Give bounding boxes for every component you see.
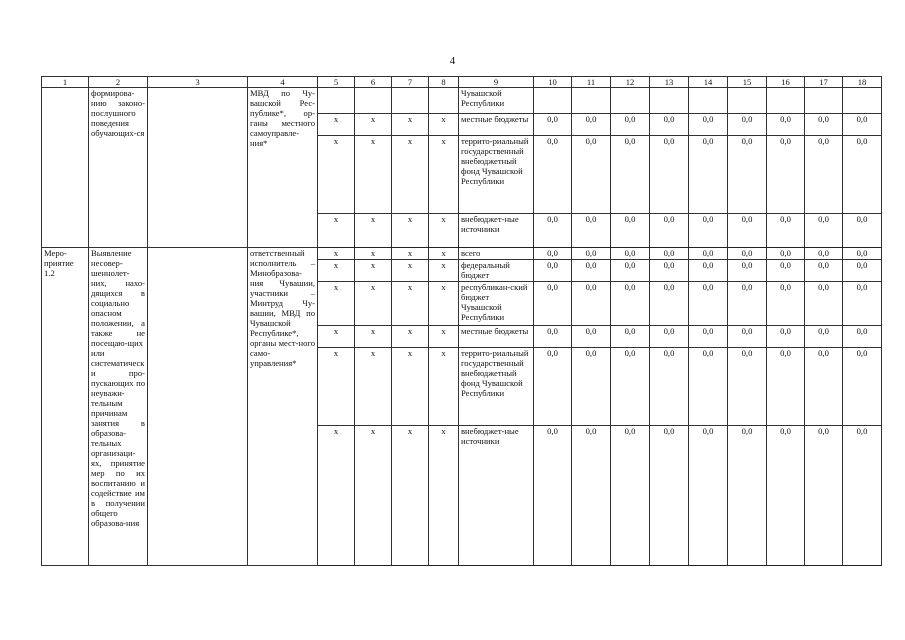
empty-cell — [148, 248, 248, 566]
funding-source: всего — [459, 248, 534, 260]
value-cell: 0,0 — [689, 214, 728, 248]
value-cell: 0,0 — [689, 326, 728, 348]
value-cell: 0,0 — [805, 248, 843, 260]
funding-source: местные бюджеты — [459, 326, 534, 348]
value-cell: 0,0 — [611, 426, 650, 566]
column-number: 15 — [728, 77, 767, 88]
value-cell: 0,0 — [805, 426, 843, 566]
code-cell: x — [392, 426, 429, 566]
code-cell: x — [392, 214, 429, 248]
value-cell: 0,0 — [572, 260, 611, 282]
column-number: 17 — [805, 77, 843, 88]
code-cell: x — [355, 326, 392, 348]
code-cell: x — [392, 326, 429, 348]
code-cell: x — [355, 248, 392, 260]
value-cell: 0,0 — [767, 426, 805, 566]
value-cell: 0,0 — [534, 426, 572, 566]
value-cell: 0,0 — [728, 326, 767, 348]
value-cell: 0,0 — [728, 114, 767, 136]
funding-source: внебюджет-ные источники — [459, 426, 534, 566]
value-cell: 0,0 — [611, 260, 650, 282]
code-cell: x — [318, 214, 355, 248]
value-cell — [572, 88, 611, 114]
funding-source: террито-риальный государственный внебюджетный фонд Чувашской Республики — [459, 136, 534, 214]
value-cell: 0,0 — [805, 136, 843, 214]
value-cell — [611, 88, 650, 114]
code-cell: x — [355, 214, 392, 248]
column-number: 9 — [459, 77, 534, 88]
activity-name: Меро-приятие 1.2 — [42, 248, 89, 566]
page-number: 4 — [449, 55, 456, 67]
activity-description: формирова-нию законо-послушного поведения обучающих-ся — [89, 88, 148, 248]
value-cell: 0,0 — [843, 214, 882, 248]
value-cell: 0,0 — [843, 282, 882, 326]
value-cell: 0,0 — [650, 114, 689, 136]
value-cell: 0,0 — [650, 326, 689, 348]
funding-source: внебюджет-ные источники — [459, 214, 534, 248]
value-cell: 0,0 — [805, 326, 843, 348]
funding-source: федеральный бюджет — [459, 260, 534, 282]
value-cell: 0,0 — [767, 214, 805, 248]
activity-description: Выявление несовер-шеннолет-них, нахо-дящихся в социально опасном положении, а также не посещаю-щих или систематически про-пускающих по неуважи-тельным причинам занятия в образова-тельных организаци-ях, принятие мер по их воспитанию и содействие им в получении общего образова-ния — [89, 248, 148, 566]
column-number: 12 — [611, 77, 650, 88]
value-cell: 0,0 — [843, 260, 882, 282]
code-cell: x — [318, 136, 355, 214]
column-number: 3 — [148, 77, 248, 88]
code-cell: x — [318, 326, 355, 348]
column-number: 18 — [843, 77, 882, 88]
value-cell: 0,0 — [767, 136, 805, 214]
code-cell: x — [429, 248, 459, 260]
code-cell: x — [392, 248, 429, 260]
column-number: 6 — [355, 77, 392, 88]
code-cell: x — [355, 136, 392, 214]
value-cell: 0,0 — [572, 426, 611, 566]
value-cell: 0,0 — [572, 282, 611, 326]
column-number: 16 — [767, 77, 805, 88]
value-cell — [843, 88, 882, 114]
code-cell: x — [318, 282, 355, 326]
code-cell — [429, 88, 459, 114]
value-cell: 0,0 — [650, 260, 689, 282]
code-cell: x — [429, 260, 459, 282]
value-cell: 0,0 — [689, 282, 728, 326]
column-number: 10 — [534, 77, 572, 88]
value-cell: 0,0 — [805, 348, 843, 426]
code-cell — [355, 88, 392, 114]
value-cell: 0,0 — [805, 260, 843, 282]
value-cell: 0,0 — [611, 326, 650, 348]
column-number: 1 — [42, 77, 89, 88]
value-cell — [689, 88, 728, 114]
table-row — [42, 88, 882, 114]
value-cell: 0,0 — [689, 260, 728, 282]
value-cell: 0,0 — [689, 114, 728, 136]
code-cell — [392, 88, 429, 114]
value-cell: 0,0 — [767, 248, 805, 260]
value-cell: 0,0 — [650, 136, 689, 214]
header-row — [42, 77, 882, 88]
code-cell: x — [429, 136, 459, 214]
value-cell — [728, 88, 767, 114]
value-cell: 0,0 — [534, 326, 572, 348]
value-cell: 0,0 — [689, 426, 728, 566]
value-cell: 0,0 — [767, 282, 805, 326]
value-cell: 0,0 — [767, 114, 805, 136]
value-cell: 0,0 — [572, 136, 611, 214]
activity-name — [42, 88, 89, 248]
value-cell: 0,0 — [843, 114, 882, 136]
value-cell: 0,0 — [805, 282, 843, 326]
code-cell: x — [392, 114, 429, 136]
code-cell: x — [318, 426, 355, 566]
column-number: 5 — [318, 77, 355, 88]
code-cell: x — [392, 136, 429, 214]
code-cell — [318, 88, 355, 114]
code-cell: x — [392, 260, 429, 282]
value-cell: 0,0 — [843, 248, 882, 260]
value-cell: 0,0 — [534, 260, 572, 282]
value-cell: 0,0 — [689, 136, 728, 214]
code-cell: x — [355, 260, 392, 282]
value-cell: 0,0 — [728, 260, 767, 282]
value-cell: 0,0 — [728, 248, 767, 260]
column-number: 4 — [248, 77, 318, 88]
code-cell: x — [318, 348, 355, 426]
column-number: 14 — [689, 77, 728, 88]
value-cell: 0,0 — [689, 248, 728, 260]
table-row — [42, 248, 882, 260]
value-cell: 0,0 — [572, 248, 611, 260]
value-cell: 0,0 — [728, 214, 767, 248]
value-cell: 0,0 — [572, 326, 611, 348]
column-number: 2 — [89, 77, 148, 88]
column-number: 13 — [650, 77, 689, 88]
code-cell: x — [429, 282, 459, 326]
code-cell: x — [429, 114, 459, 136]
value-cell: 0,0 — [767, 326, 805, 348]
value-cell — [534, 88, 572, 114]
value-cell: 0,0 — [534, 348, 572, 426]
value-cell: 0,0 — [534, 136, 572, 214]
column-number: 7 — [392, 77, 429, 88]
code-cell: x — [429, 426, 459, 566]
value-cell — [805, 88, 843, 114]
value-cell: 0,0 — [843, 348, 882, 426]
value-cell: 0,0 — [572, 214, 611, 248]
code-cell: x — [429, 214, 459, 248]
code-cell: x — [429, 348, 459, 426]
value-cell: 0,0 — [650, 282, 689, 326]
code-cell: x — [355, 426, 392, 566]
value-cell: 0,0 — [572, 114, 611, 136]
value-cell: 0,0 — [805, 114, 843, 136]
value-cell: 0,0 — [611, 348, 650, 426]
value-cell: 0,0 — [728, 136, 767, 214]
value-cell: 0,0 — [728, 426, 767, 566]
executor: ответственный исполнитель – Минобразова-ния Чувашии, участники – Минтруд Чу-вашии, МВД по Чувашской Республике*, органы мест-ного само-управления* — [248, 248, 318, 566]
code-cell: x — [318, 248, 355, 260]
value-cell: 0,0 — [805, 214, 843, 248]
value-cell: 0,0 — [534, 114, 572, 136]
value-cell: 0,0 — [767, 348, 805, 426]
code-cell: x — [392, 348, 429, 426]
funding-source: республикан-ский бюджет Чувашской Республики — [459, 282, 534, 326]
funding-source: Чувашской Республики — [459, 88, 534, 114]
column-number: 8 — [429, 77, 459, 88]
funding-source: террито-риальный государственный внебюджетный фонд Чувашской Республики — [459, 348, 534, 426]
code-cell: x — [318, 260, 355, 282]
value-cell: 0,0 — [843, 136, 882, 214]
code-cell: x — [355, 348, 392, 426]
code-cell: x — [355, 282, 392, 326]
value-cell: 0,0 — [611, 114, 650, 136]
value-cell: 0,0 — [611, 214, 650, 248]
code-cell: x — [355, 114, 392, 136]
value-cell — [767, 88, 805, 114]
funding-source: местные бюджеты — [459, 114, 534, 136]
code-cell: x — [392, 282, 429, 326]
value-cell: 0,0 — [689, 348, 728, 426]
value-cell: 0,0 — [611, 282, 650, 326]
value-cell — [650, 88, 689, 114]
value-cell: 0,0 — [611, 248, 650, 260]
executor: МВД по Чу-вашской Рес-публике*, ор-ганы местного самоуправле-ния* — [248, 88, 318, 248]
value-cell: 0,0 — [728, 282, 767, 326]
code-cell: x — [429, 326, 459, 348]
value-cell: 0,0 — [728, 348, 767, 426]
value-cell: 0,0 — [534, 214, 572, 248]
empty-cell — [148, 88, 248, 248]
value-cell: 0,0 — [650, 248, 689, 260]
value-cell: 0,0 — [767, 260, 805, 282]
column-number: 11 — [572, 77, 611, 88]
value-cell: 0,0 — [843, 426, 882, 566]
value-cell: 0,0 — [650, 348, 689, 426]
value-cell: 0,0 — [650, 426, 689, 566]
budget-table — [41, 76, 882, 566]
value-cell: 0,0 — [650, 214, 689, 248]
value-cell: 0,0 — [572, 348, 611, 426]
value-cell: 0,0 — [843, 326, 882, 348]
value-cell: 0,0 — [611, 136, 650, 214]
value-cell: 0,0 — [534, 248, 572, 260]
code-cell: x — [318, 114, 355, 136]
value-cell: 0,0 — [534, 282, 572, 326]
